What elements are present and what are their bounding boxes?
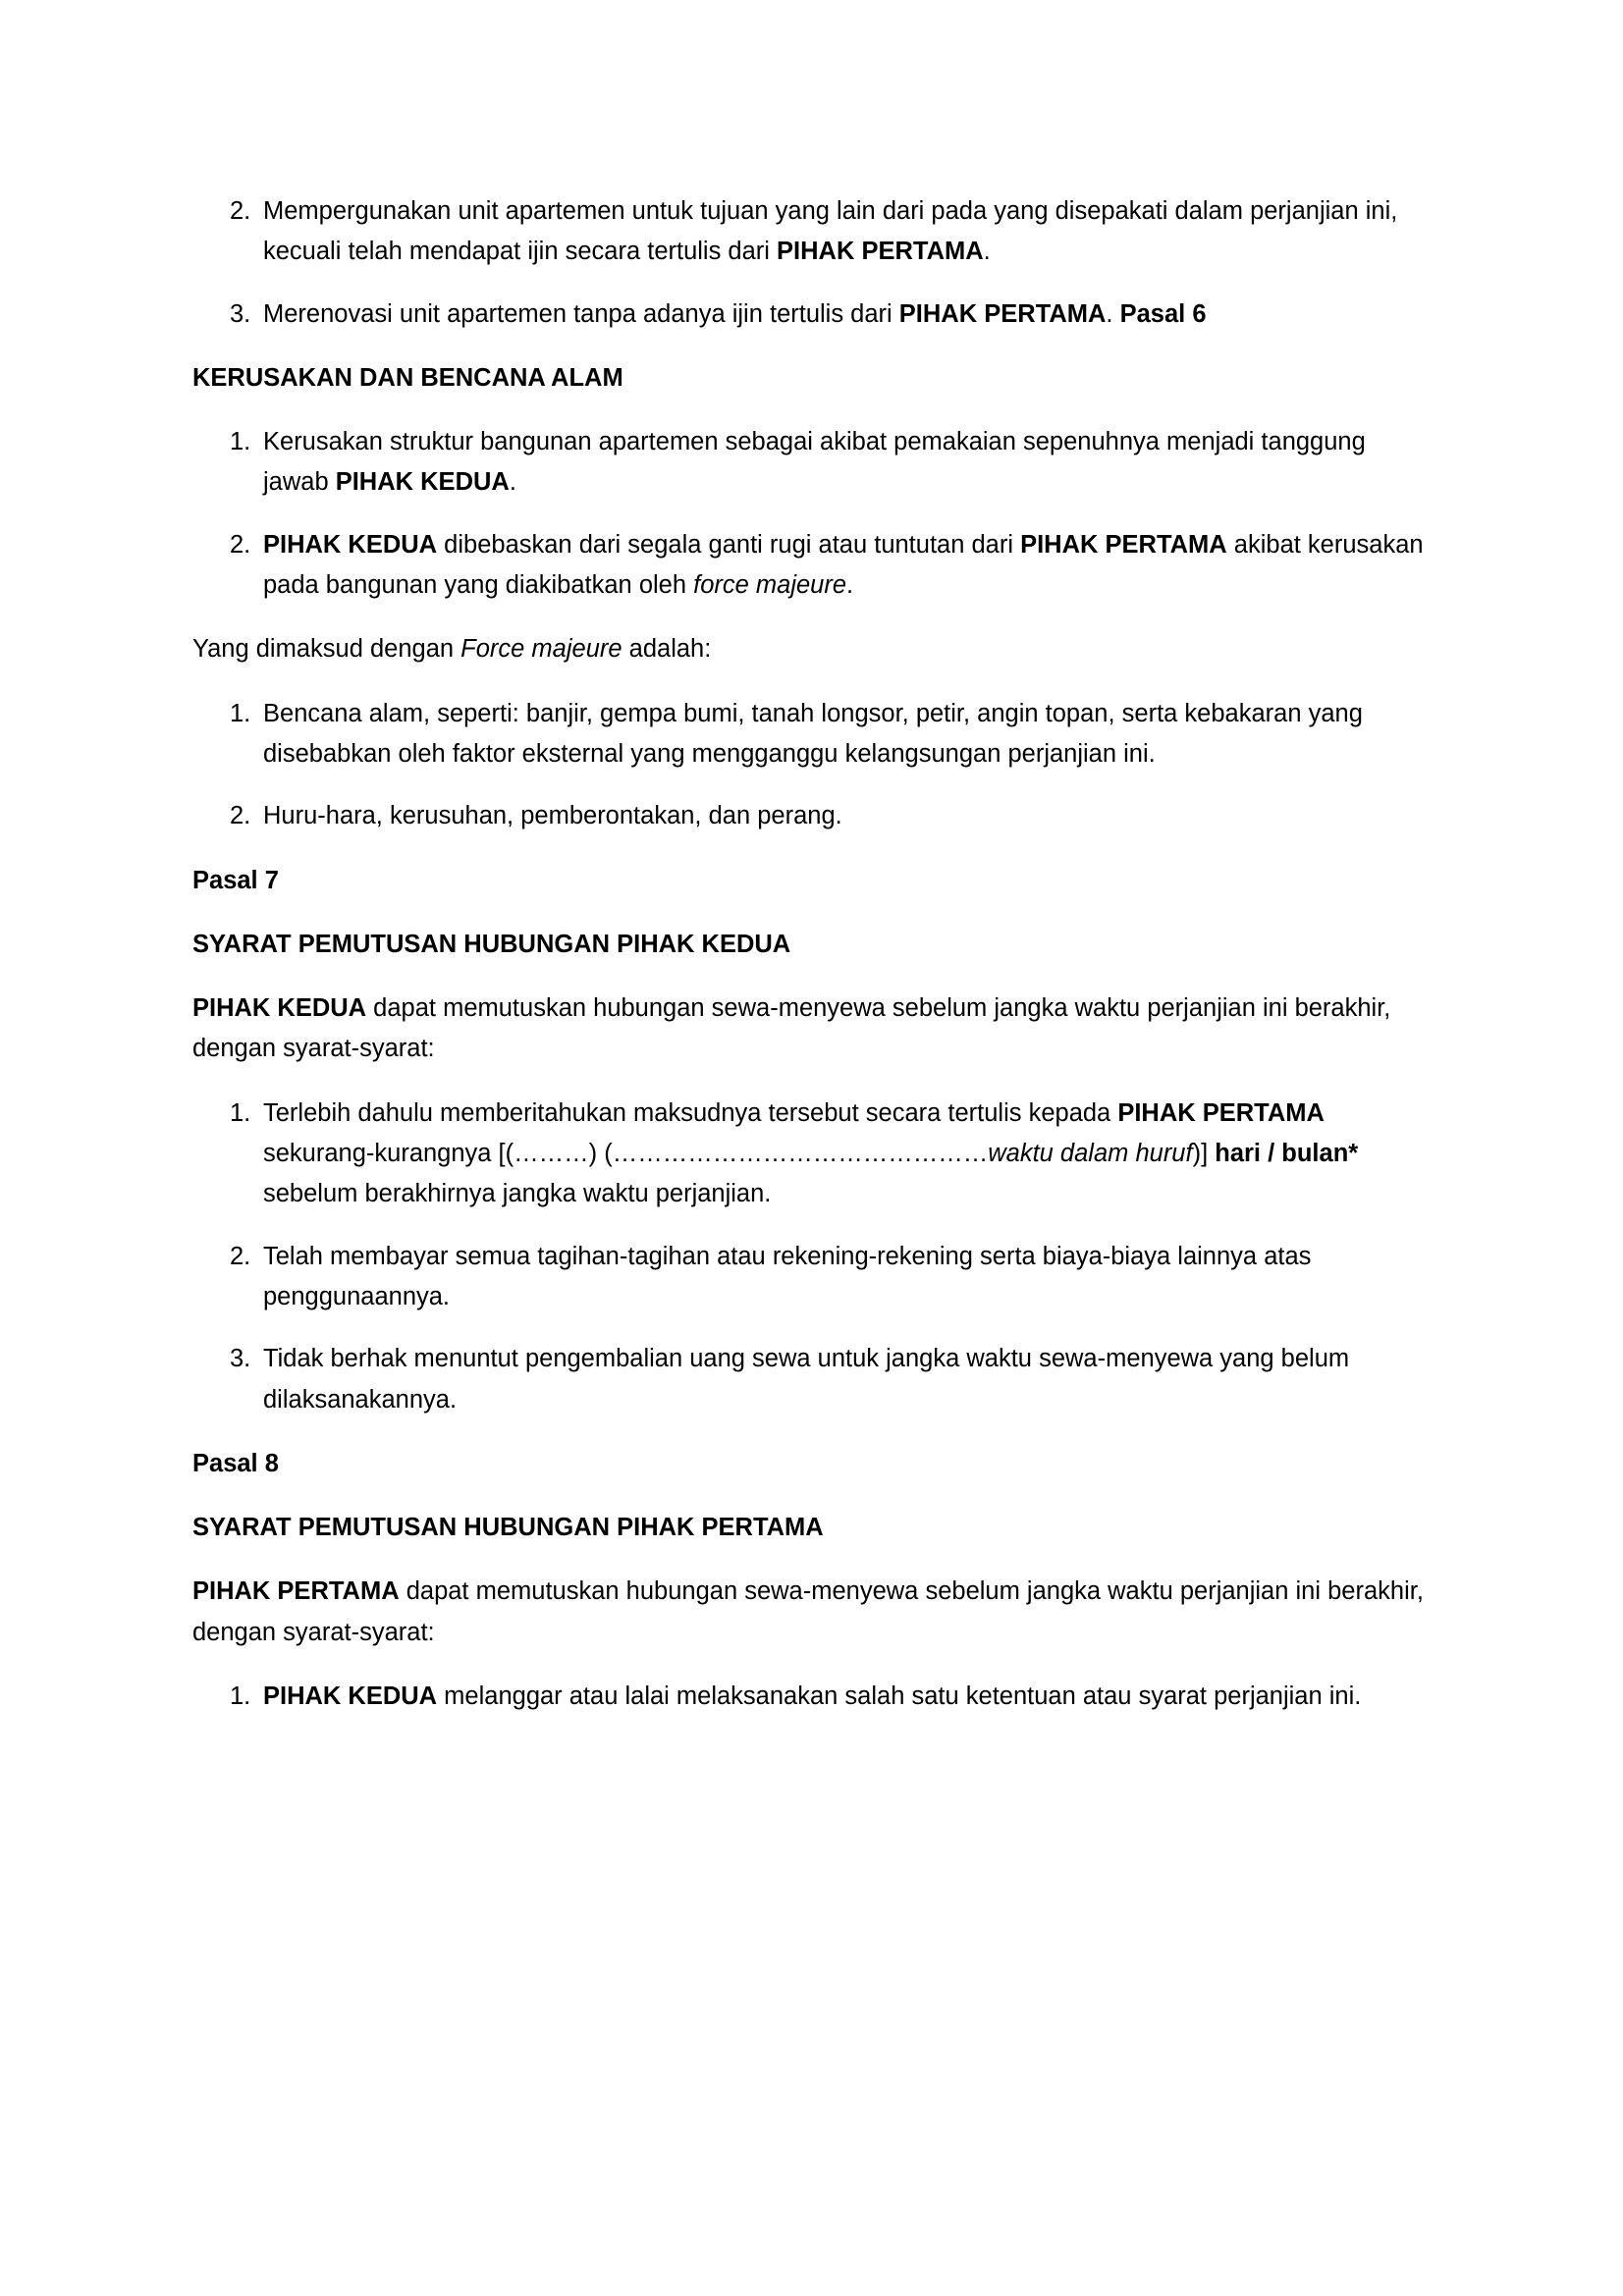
text-run-bold: Pasal 6 [1119,299,1207,328]
list-item [192,1237,1431,1318]
text-run: Telah membayar semua tagihan-tagihan atau rekening-rekening serta biaya-biaya lainnya atas penggunaannya. [263,1242,1312,1310]
text-run-bold: PIHAK KEDUA [263,1682,438,1711]
text-run-bold: PIHAK PERTAMA [1020,530,1227,559]
text-run-bold: PIHAK PERTAMA [1117,1098,1325,1127]
list-item-text [263,428,1366,496]
list-item-marker: 2. [230,530,251,559]
list-item-marker: 1. [230,1098,251,1127]
text-run-bold: Pasal 8 [192,1449,279,1477]
list-item-marker: 3. [230,299,251,328]
list-item-text [263,531,1424,599]
list-item [192,1339,1431,1420]
text-run-bold: PIHAK KEDUA [263,530,438,559]
text-run: . [1106,299,1120,328]
list-item-text [263,1345,1349,1413]
text-run: Bencana alam, seperti: banjir, gempa bumi, tanah longsor, petir, angin topan, serta kebakaran yang disebabkan oleh faktor eksternal yang mengganggu kelangsungan perjanjian ini. [263,699,1363,768]
text-run: melanggar atau lalai melaksanakan salah satu ketentuan atau syarat perjanjian ini. [437,1682,1362,1711]
text-run: adalah: [622,635,712,664]
text-run-italic: Force majeure [460,635,622,664]
text-run: akibat kerusakan pada bangunan yang diakibatkan oleh [263,530,1424,600]
heading-kerusakan-bencana-alam [192,358,1431,399]
text-run: Mempergunakan unit apartemen untuk tujuan yang lain dari pada yang disepakati dalam perjanjian ini, kecuali telah mendapat ijin secara tertulis dari [263,197,1398,266]
text-run-italic: waktu dalam huruf [988,1140,1193,1168]
text-run: . [509,468,516,497]
list-item [192,1094,1431,1215]
text-run-bold: SYARAT PEMUTUSAN HUBUNGAN PIHAK KEDUA [192,930,791,958]
list-item-marker: 2. [230,802,251,830]
list-item-text [263,700,1363,768]
text-run: . [983,238,991,266]
text-run-bold: SYARAT PEMUTUSAN HUBUNGAN PIHAK PERTAMA [192,1514,824,1542]
heading-pasal-7 [192,861,1431,901]
text-run-bold: PIHAK PERTAMA [777,238,984,266]
list-prohibitions [192,191,1431,335]
list-item-text [263,802,842,829]
text-run: sekurang-kurangnya [(………) (……………………………………… [263,1140,989,1168]
paragraph-pihak-kedua-intro [192,988,1431,1070]
list-item-text [263,300,1207,328]
text-run-bold: KERUSAKAN DAN BENCANA ALAM [192,363,623,392]
list-item [192,796,1431,836]
heading-syarat-pemutusan-pihak-pertama [192,1508,1431,1548]
list-item-text [263,1243,1311,1310]
text-run: dapat memutuskan hubungan sewa-menyewa sebelum jangka waktu perjanjian ini berakhir, dengan syarat-syarat: [192,1577,1424,1646]
text-run-bold: PIHAK PERTAMA [192,1577,400,1606]
list-item [192,694,1431,775]
list-item-text [263,1099,1358,1208]
heading-pasal-8 [192,1444,1431,1484]
list-kerusakan [192,422,1431,606]
list-item-marker: 1. [230,699,251,727]
text-run: sebelum berakhirnya jangka waktu perjanjian. [263,1180,772,1208]
list-item [192,1677,1431,1717]
list-item-marker: 3. [230,1345,251,1373]
list-syarat-pihak-kedua [192,1094,1431,1420]
text-run: Yang dimaksud dengan [192,635,461,664]
list-item-text [263,197,1397,265]
list-item-text [263,1682,1361,1710]
text-run: Tidak berhak menuntut pengembalian uang sewa untuk jangka waktu sewa-menyewa yang belum dilaksanakannya. [263,1345,1350,1414]
text-run: Terlebih dahulu memberitahukan maksudnya tersebut secara tertulis kepada [263,1098,1118,1127]
text-run-bold: Pasal 7 [192,866,279,894]
text-run: dibebaskan dari segala ganti rugi atau tuntutan dari [437,530,1021,559]
list-item-marker: 1. [230,428,251,456]
text-run-bold: PIHAK PERTAMA [898,299,1107,328]
document-body [192,191,1431,1717]
list-item [192,191,1431,273]
list-force-majeure [192,694,1431,837]
text-run: )] [1192,1140,1216,1168]
list-item [192,294,1431,335]
text-run: Huru-hara, kerusuhan, pemberontakan, dan perang. [263,802,842,830]
text-run: Kerusakan struktur bangunan apartemen sebagai akibat pemakaian sepenuhnya menjadi tanggung jawab [263,428,1366,497]
text-run-bold: PIHAK KEDUA [192,994,367,1023]
list-syarat-pihak-pertama [192,1677,1431,1717]
text-run: Merenovasi unit apartemen tanpa adanya ijin tertulis dari [263,299,899,328]
heading-syarat-pemutusan-pihak-kedua [192,925,1431,965]
text-run-bold: hari / bulan* [1215,1140,1359,1168]
paragraph-pihak-pertama-intro [192,1572,1431,1653]
text-run-bold: PIHAK KEDUA [335,468,510,497]
list-item-marker: 2. [230,1242,251,1270]
text-run-italic: force majeure [693,571,847,600]
list-item-marker: 2. [230,197,251,225]
list-item [192,525,1431,607]
text-run: dapat memutuskan hubungan sewa-menyewa sebelum jangka waktu perjanjian ini berakhir, dengan syarat-syarat: [192,994,1391,1063]
text-run: . [846,571,854,600]
list-item-marker: 1. [230,1682,251,1711]
paragraph-force-majeure-intro [192,629,1431,669]
list-item [192,422,1431,504]
